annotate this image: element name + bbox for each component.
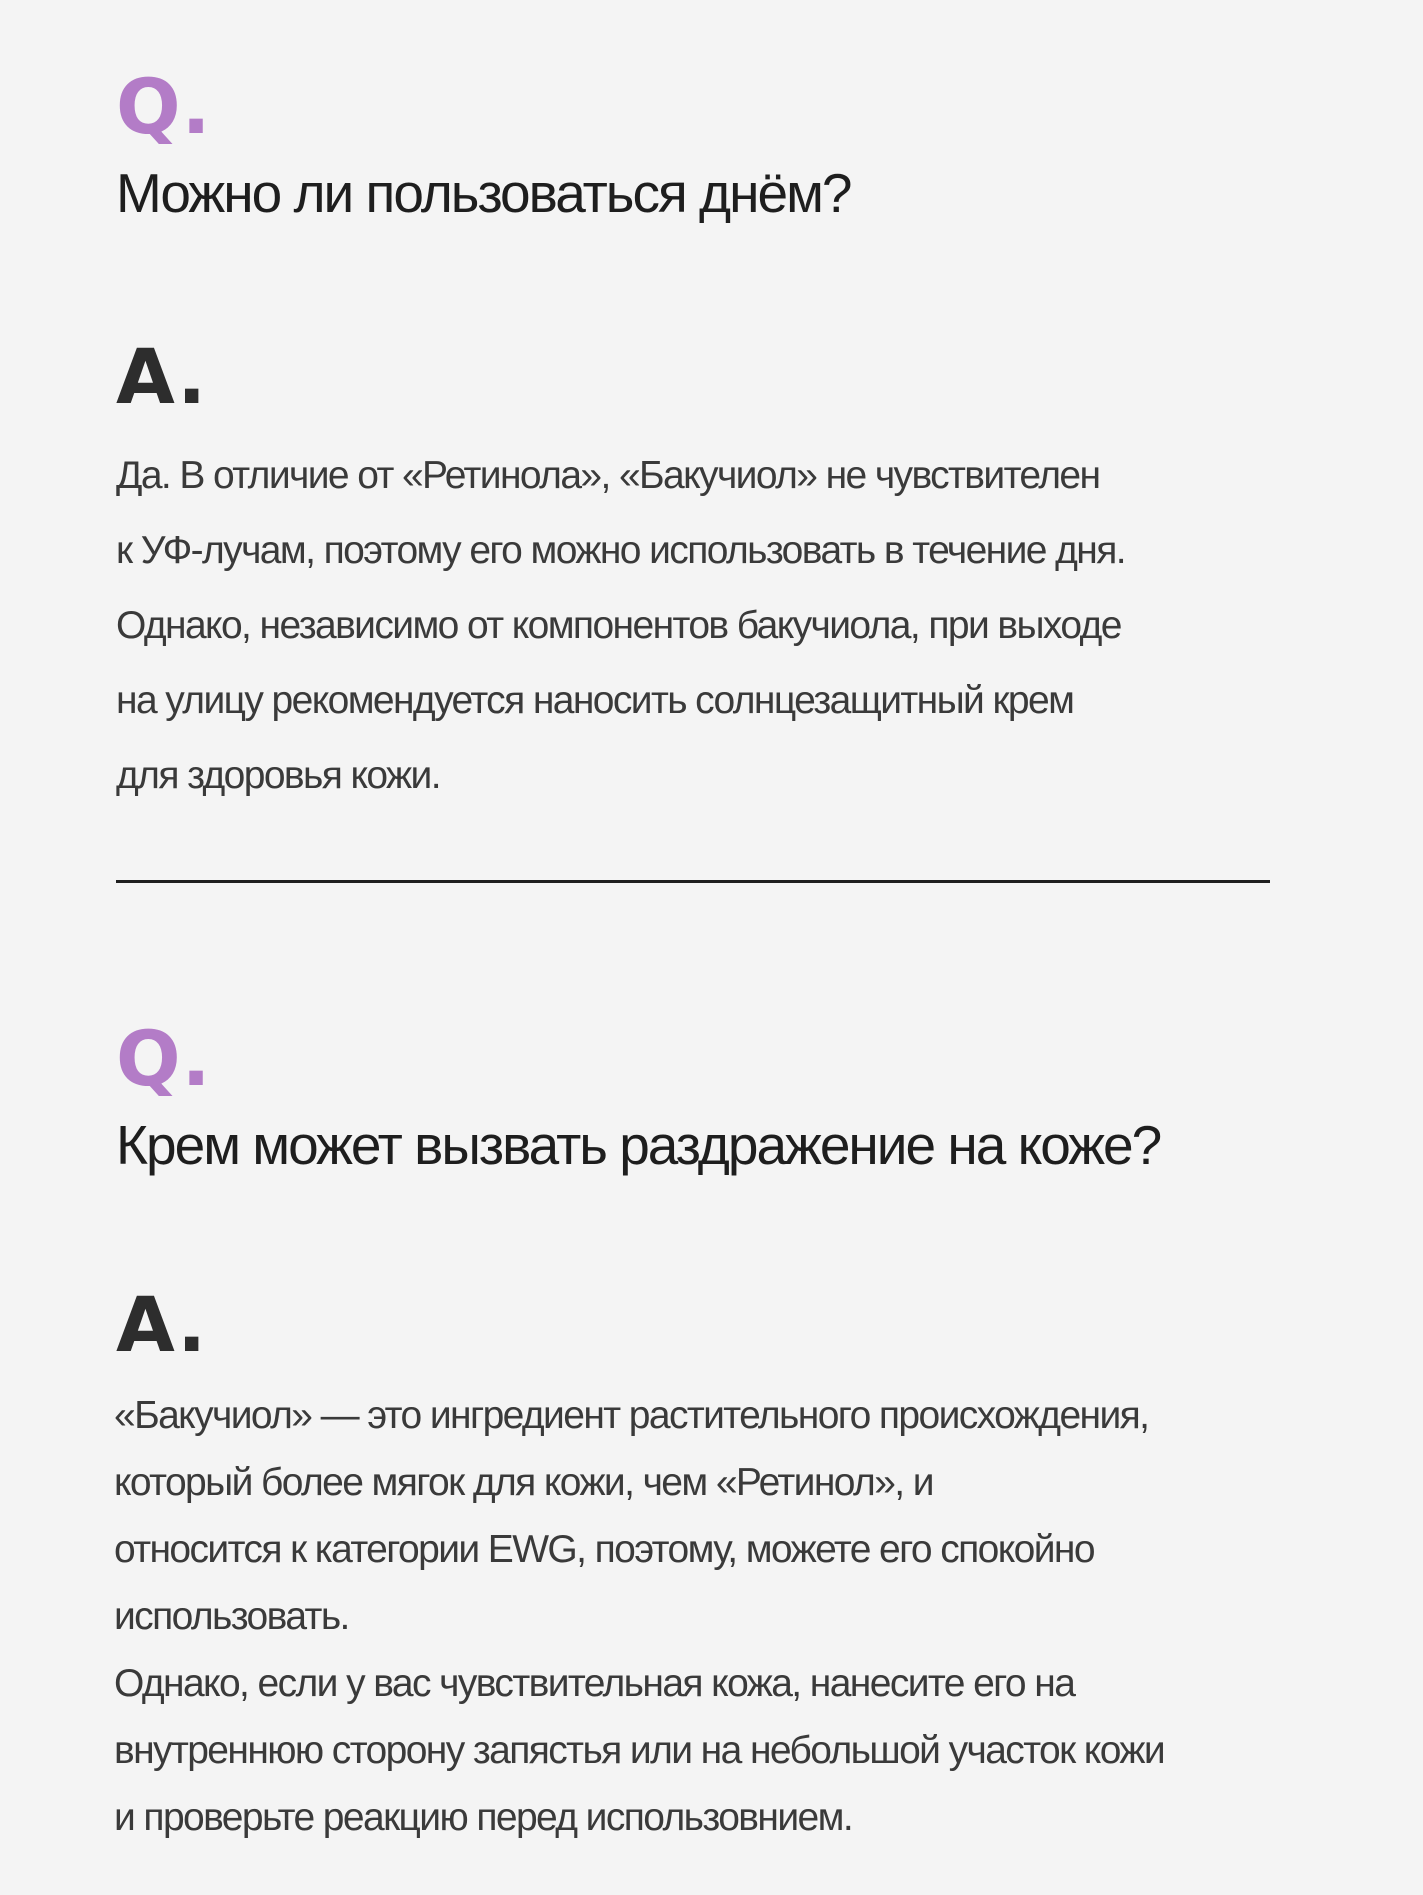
answer-mark-label: A. bbox=[116, 1280, 208, 1369]
answer-text bbox=[116, 438, 1316, 813]
answer-line: Однако, независимо от компонентов бакучиола, при выходе bbox=[116, 604, 1121, 647]
answer-line: Да. В отличие от «Ретинола», «Бакучиол» не чувствителен bbox=[116, 454, 1100, 497]
section-divider bbox=[116, 880, 1270, 883]
answer-line: для здоровья кожи. bbox=[116, 754, 440, 797]
answer-line: к УФ-лучам, поэтому его можно использовать в течение дня. bbox=[116, 529, 1125, 572]
answer-line: относится к категории EWG, поэтому, можете его спокойно bbox=[114, 1528, 1094, 1571]
question-heading: Крем может вызвать раздражение на коже? bbox=[116, 1114, 1161, 1176]
answer-line: и проверьте реакцию перед использовнием. bbox=[114, 1796, 853, 1839]
faq-item-daytime-use bbox=[116, 62, 1316, 813]
faq-item-skin-irritation bbox=[116, 1014, 1316, 1851]
answer-line: использовать. bbox=[114, 1595, 349, 1638]
question-mark-label: Q. bbox=[116, 1014, 212, 1103]
answer-line: внутреннюю сторону запястья или на небольшой участок кожи bbox=[114, 1729, 1165, 1772]
answer-line: «Бакучиол» — это ингредиент растительного происхождения, bbox=[114, 1394, 1149, 1437]
answer-line: Однако, если у вас чувствительная кожа, нанесите его на bbox=[114, 1662, 1075, 1705]
answer-line: который более мягок для кожи, чем «Ретинол», и bbox=[114, 1461, 933, 1504]
question-heading: Можно ли пользоваться днём? bbox=[116, 162, 851, 224]
answer-text bbox=[114, 1382, 1316, 1851]
answer-line: на улицу рекомендуется наносить солнцезащитный крем bbox=[116, 679, 1074, 722]
answer-mark-label: A. bbox=[116, 332, 208, 421]
question-mark-label: Q. bbox=[116, 62, 212, 151]
